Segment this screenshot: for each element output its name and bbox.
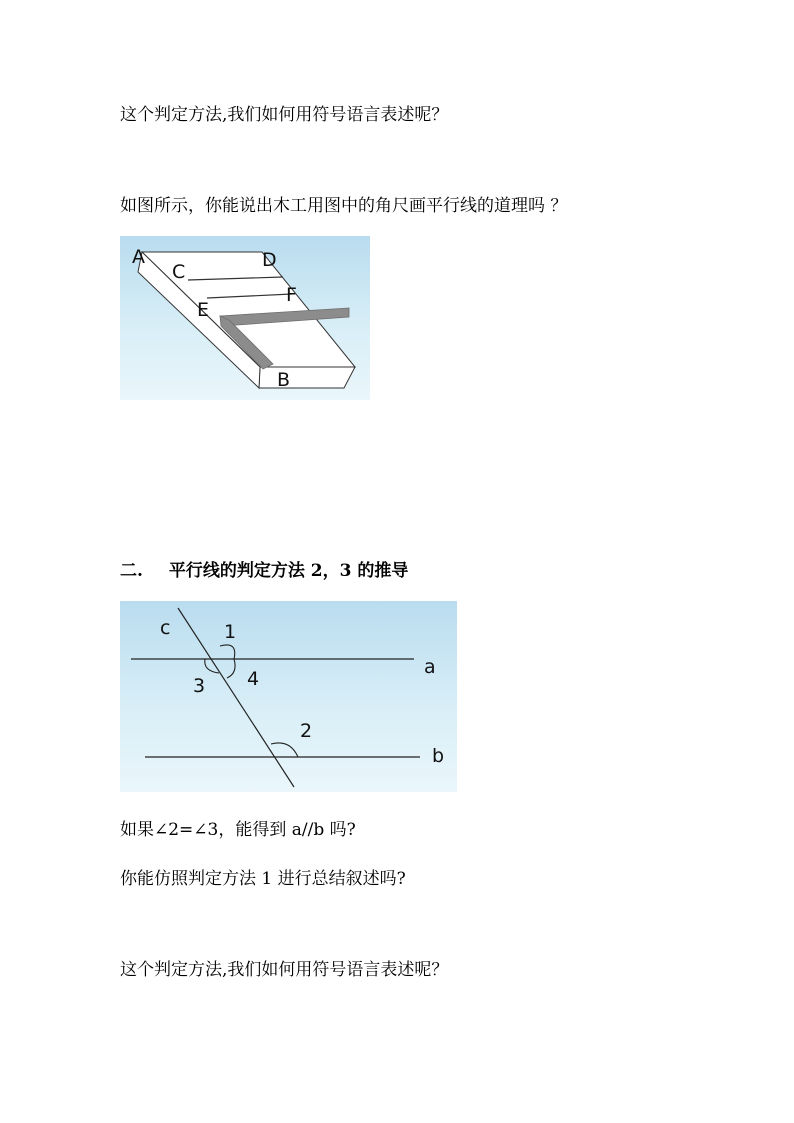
label-angle-1: 1 <box>224 621 237 643</box>
question-summarize-method: 你能仿照判定方法 1 进行总结叙述吗? <box>120 869 406 889</box>
label-d: D <box>262 249 277 271</box>
question-angle-equality: 如果∠2=∠3，能得到 a//b 吗? <box>120 820 356 840</box>
label-a: a <box>424 656 436 678</box>
board-front-face <box>259 367 355 388</box>
label-angle-4: 4 <box>247 668 260 690</box>
label-angle-3: 3 <box>193 675 206 697</box>
section-title: 平行线的判定方法 2，3 的推导 <box>168 561 409 581</box>
angle-arc-2 <box>271 743 298 757</box>
label-angle-2: 2 <box>300 720 313 742</box>
label-c: C <box>172 261 186 283</box>
figure-carpenter-square <box>120 236 370 400</box>
question-symbol-language-1: 这个判定方法,我们如何用符号语言表述呢？ <box>120 105 449 125</box>
section-number: 二. <box>120 561 143 581</box>
question-carpenter-square: 如图所示，你能说出木工用图中的角尺画平行线的道理吗 ？ <box>120 196 568 216</box>
label-b: b <box>432 745 445 767</box>
label-e: E <box>197 299 210 321</box>
label-b: B <box>277 369 291 391</box>
label-f: F <box>286 284 297 306</box>
section-heading <box>120 556 408 581</box>
transversal-diagram <box>120 601 457 792</box>
angle-arc-1 <box>220 645 235 659</box>
label-a: A <box>132 246 145 268</box>
angle-arc-4 <box>227 659 235 678</box>
figure-transversal <box>120 601 457 792</box>
question-symbol-language-2: 这个判定方法,我们如何用符号语言表述呢？ <box>120 960 449 980</box>
label-c: c <box>160 617 171 639</box>
board-diagram <box>120 236 370 400</box>
